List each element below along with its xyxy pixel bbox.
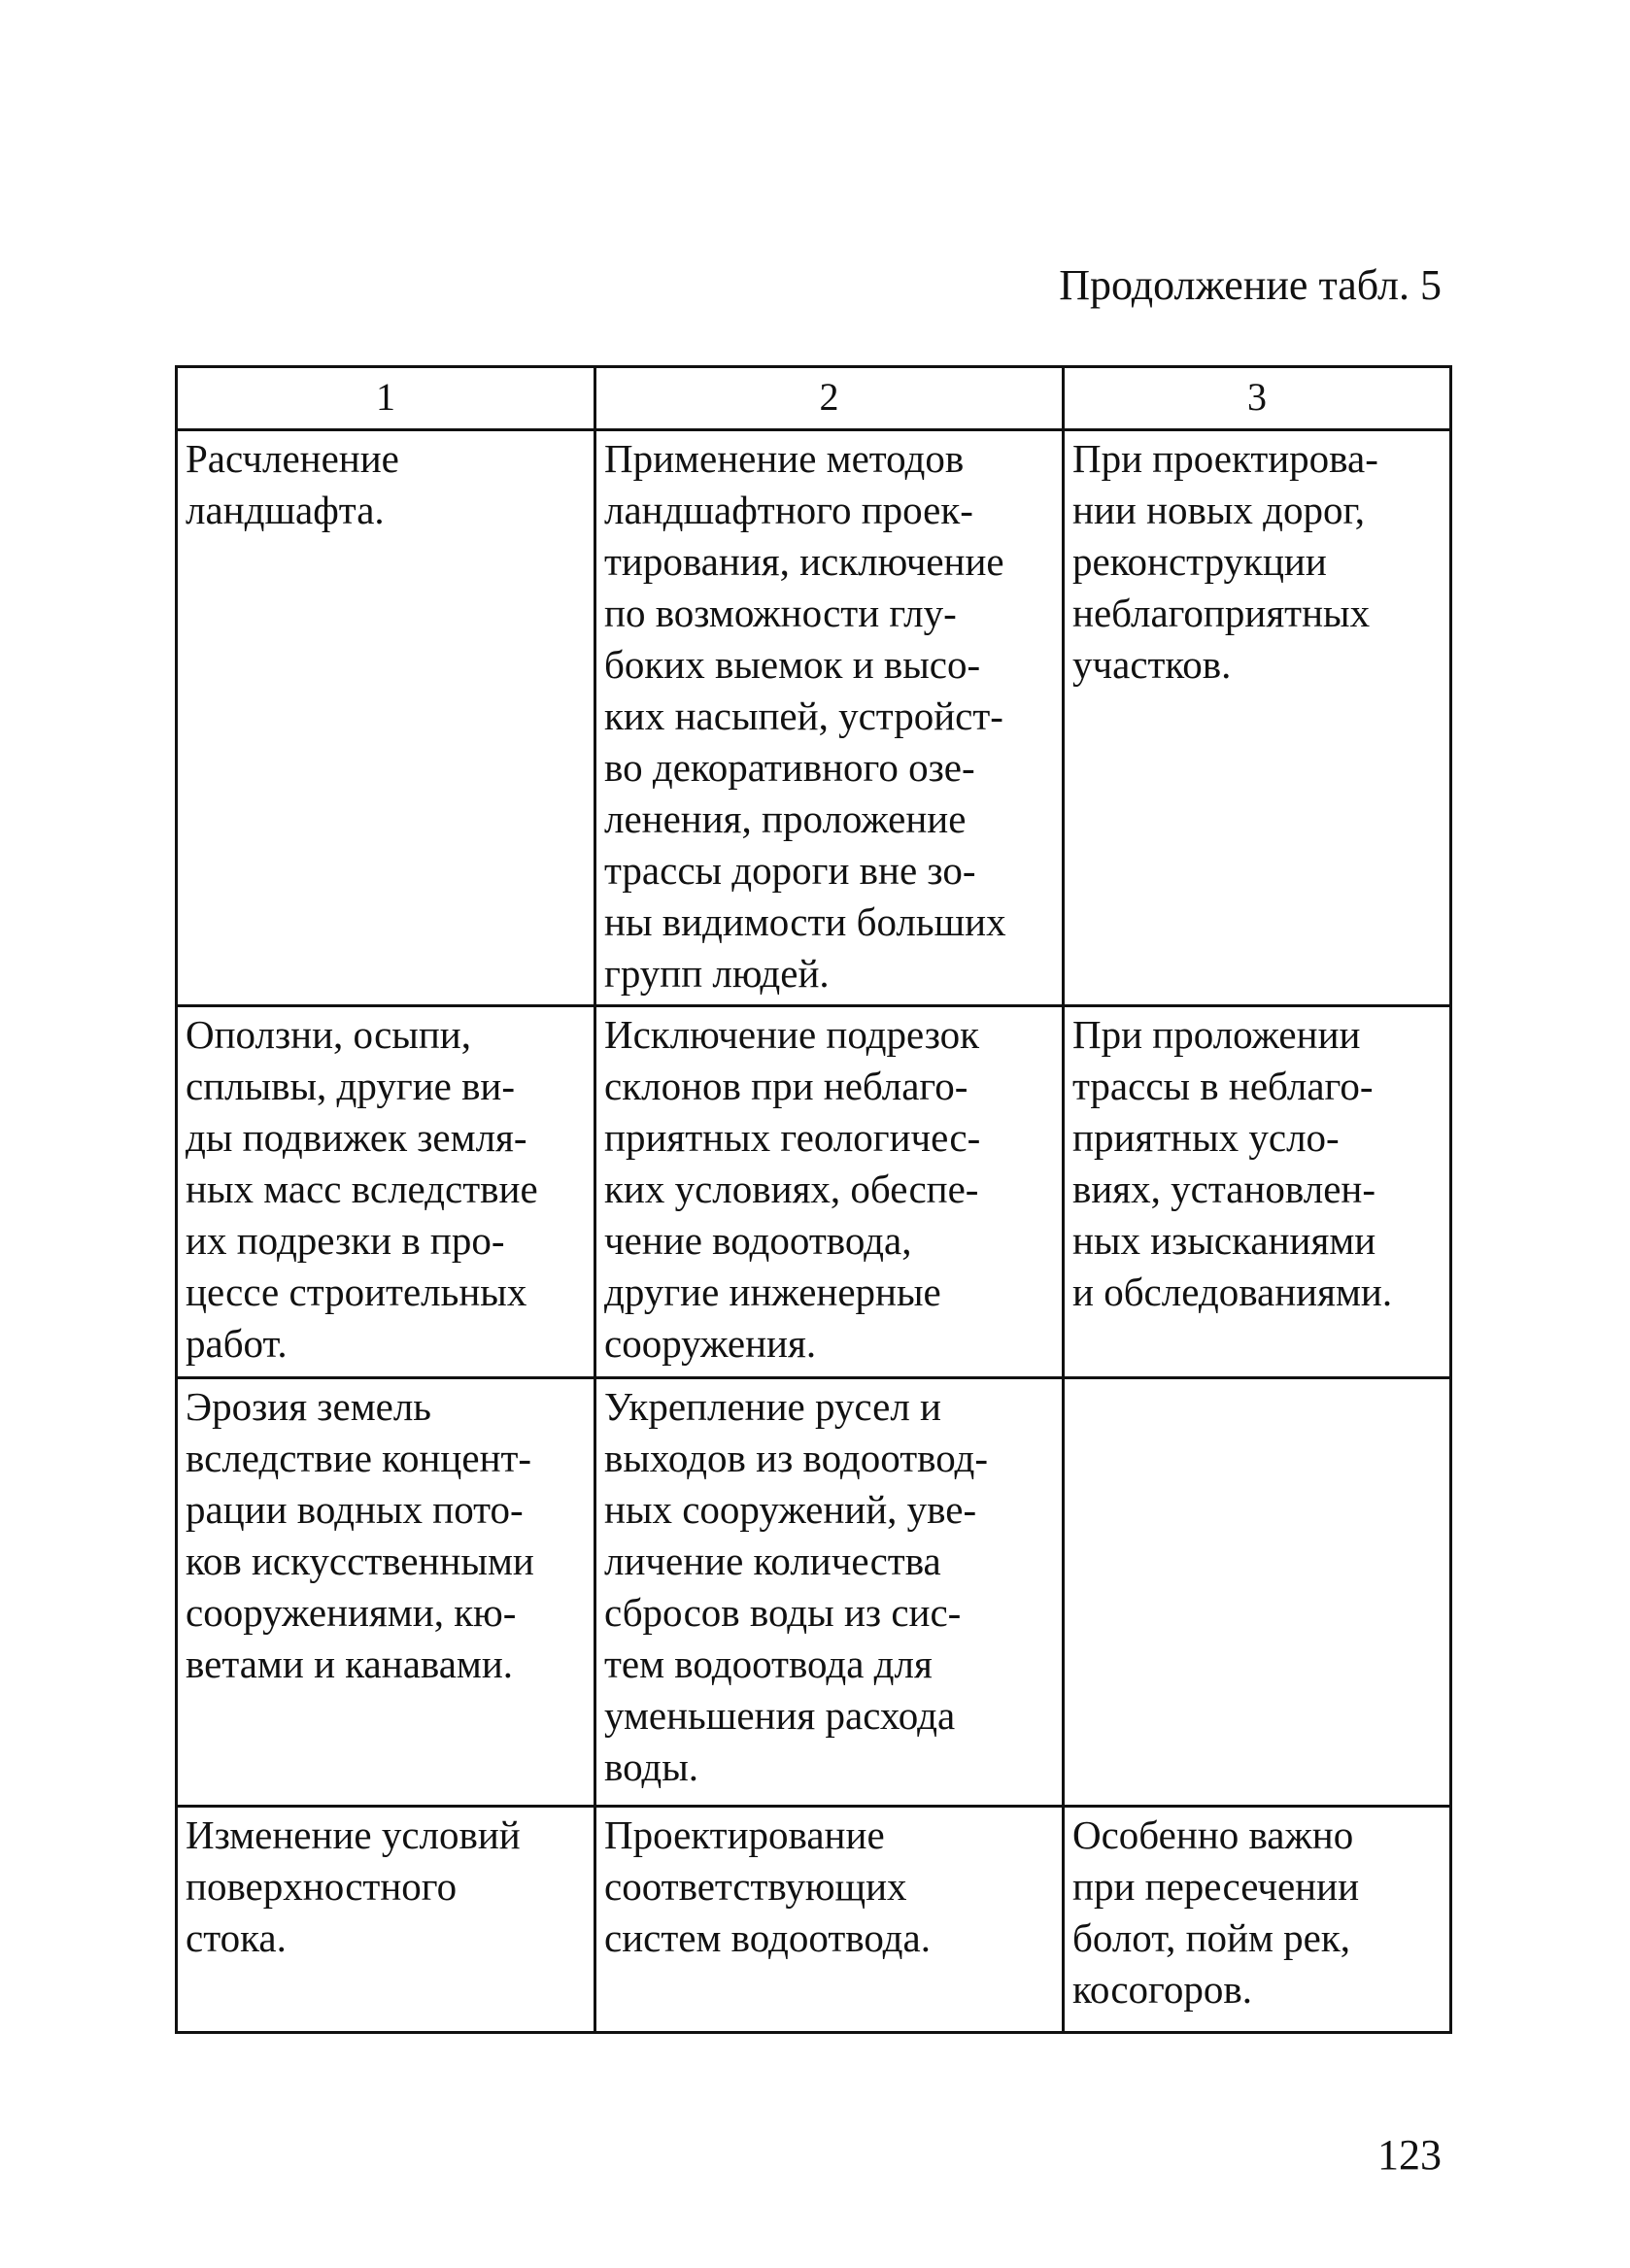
table-row xyxy=(177,1006,1451,1378)
table-continuation-caption: Продолжение табл. 5 xyxy=(1059,261,1442,309)
table-cell: Изменение условий поверхностного стока. xyxy=(177,1807,595,2033)
table-row xyxy=(177,1378,1451,1807)
table-cell: При проложении трассы в неблаго- приятных усло- виях, установлен- ных изысканиями и обследованиями. xyxy=(1064,1006,1451,1378)
table-cell: Применение методов ландшафтного проек- тирования, исключение по возможности глу- боких выемок и высо- ких насыпей, устройст- во декоративного озе- ленения, проложение трассы дороги вне зо- ны видимости больших групп людей. xyxy=(595,430,1064,1006)
table-cell: Оползни, осыпи, сплывы, другие ви- ды подвижек земля- ных масс вследствие их подрезки в про- цессе строительных работ. xyxy=(177,1006,595,1378)
measures-table xyxy=(175,365,1452,2034)
table-cell: Проектирование соответствующих систем водоотвода. xyxy=(595,1807,1064,2033)
table-row xyxy=(177,430,1451,1006)
column-header-3: 3 xyxy=(1064,367,1451,430)
table-cell: Укрепление русел и выходов из водоотвод- ных сооружений, уве- личение количества сбросов воды из сис- тем водоотвода для уменьшения расхода воды. xyxy=(595,1378,1064,1807)
table-cell: Эрозия земель вследствие концент- рации водных пото- ков искусственными сооружениями, кю- ветами и канавами. xyxy=(177,1378,595,1807)
table-cell: При проектирова- нии новых дорог, реконструкции неблагоприятных участков. xyxy=(1064,430,1451,1006)
page-number: 123 xyxy=(1377,2131,1442,2179)
table-cell: Особенно важно при пересечении болот, пойм рек, косогоров. xyxy=(1064,1807,1451,2033)
table-cell: Исключение подрезок склонов при неблаго- приятных геологичес- ких условиях, обеспе- чение водоотвода, другие инженерные сооружения. xyxy=(595,1006,1064,1378)
table-cell-empty xyxy=(1064,1378,1451,1807)
table-row xyxy=(177,1807,1451,2033)
column-header-2: 2 xyxy=(595,367,1064,430)
column-header-1: 1 xyxy=(177,367,595,430)
table-header-row xyxy=(177,367,1451,430)
table-cell: Расчленение ландшафта. xyxy=(177,430,595,1006)
